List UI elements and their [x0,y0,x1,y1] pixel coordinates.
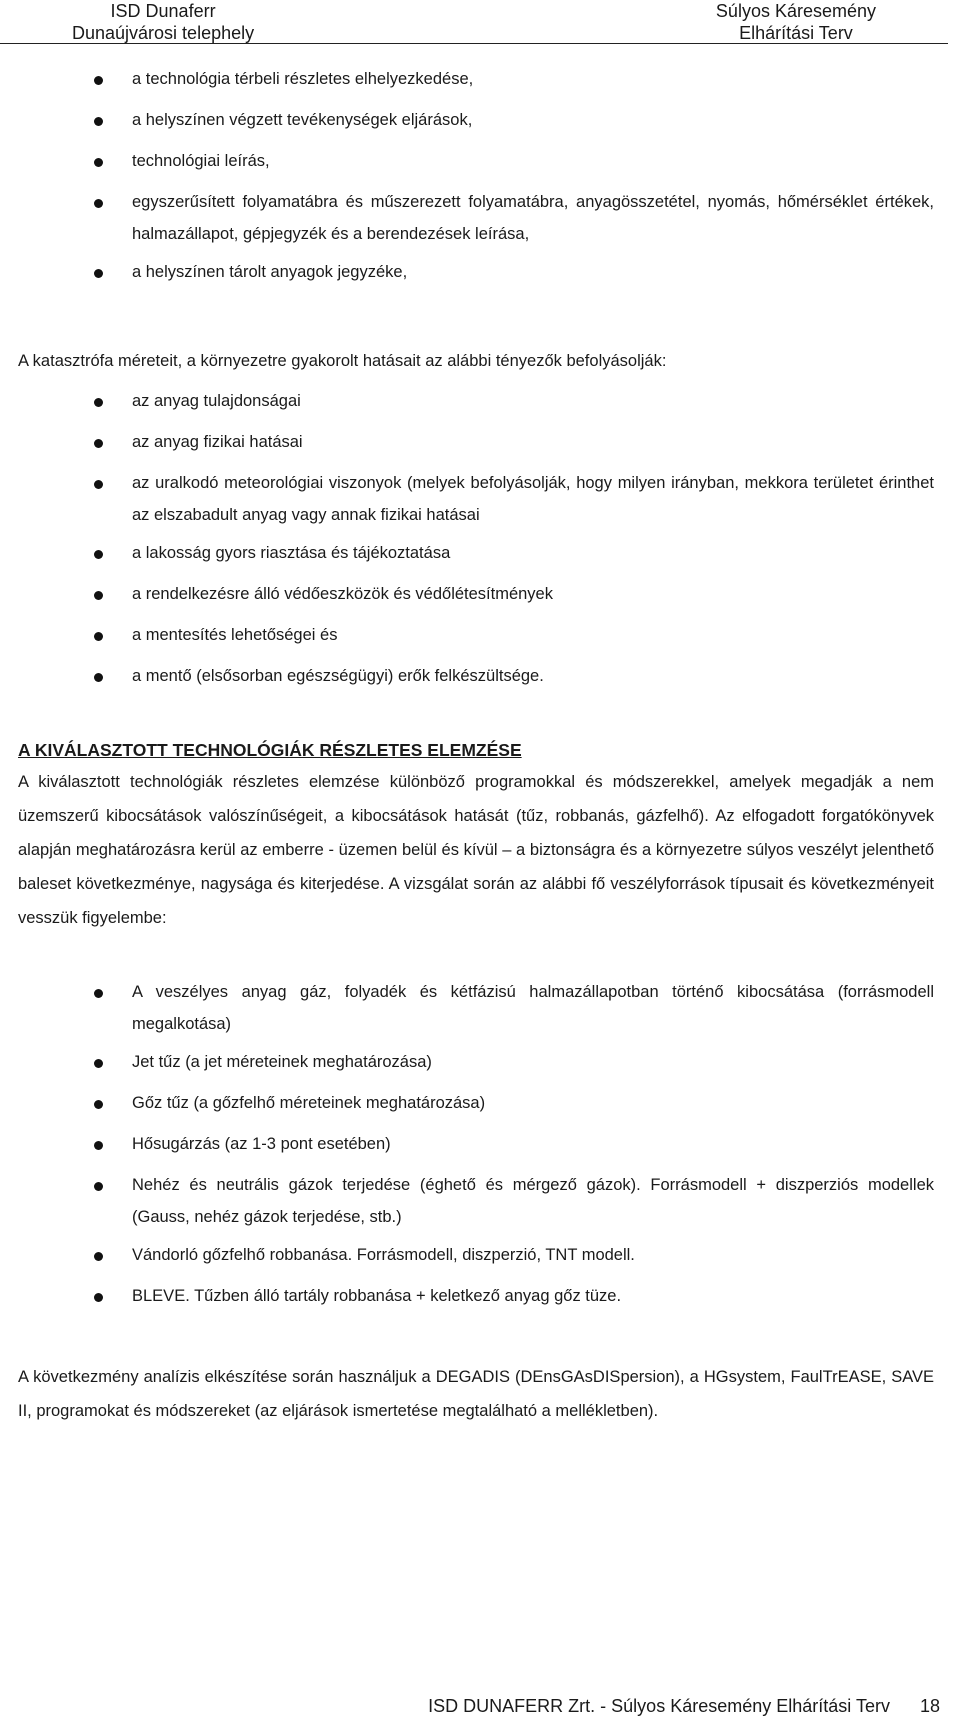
list-item: egyszerűsített folyamatábra és műszerezett folyamatábra, anyagösszetétel, nyomás, hőmérséklet értékek, halmazállapot, gépjegyzék és a berendezések leírása, [18,186,934,250]
page-header [0,0,948,44]
bullet-icon [94,1182,103,1191]
bullet-icon [94,1059,103,1068]
list-item: az anyag tulajdonságai [18,385,934,418]
header-site: Dunaújvárosi telephely [72,23,255,43]
bullet-icon [94,199,103,208]
bullet-icon [94,673,103,682]
bullet-icon [94,989,103,998]
list-item: Vándorló gőzfelhő robbanása. Forrásmodell, diszperzió, TNT modell. [18,1239,934,1272]
bullet-icon [94,550,103,559]
list-item: a technológia térbeli részletes elhelyezkedése, [18,63,934,96]
bullet-icon [94,76,103,85]
header-right [716,0,876,44]
bullet-icon [94,117,103,126]
list-item: a helyszínen tárolt anyagok jegyzéke, [18,256,934,289]
bullet-icon [94,1252,103,1261]
list-item: az uralkodó meteorológiai viszonyok (melyek befolyásolják, hogy milyen irányban, mekkora területet érinthet az elszabadult anyag vagy annak fizikai hatásai [18,467,934,531]
list-item: a helyszínen végzett tevékenységek eljárások, [18,104,934,137]
list-item: a mentesítés lehetőségei és [18,619,934,652]
list-item: Jet tűz (a jet méreteinek meghatározása) [18,1046,934,1079]
header-company: ISD Dunaferr [110,1,216,21]
bullet-icon [94,158,103,167]
list-item: Nehéz és neutrális gázok terjedése (éghető és mérgező gázok). Forrásmodell + diszperziós modellek (Gauss, nehéz gázok terjedése, stb.) [18,1169,934,1233]
page-number: 18 [919,1696,940,1716]
list-item: technológiai leírás, [18,145,934,178]
bullet-list-hazards [18,976,934,1321]
bullet-icon [94,591,103,600]
page-footer [428,1694,940,1718]
header-doc-title-line2: Elhárítási Terv [739,23,853,43]
section-heading: A KIVÁLASZTOTT TECHNOLÓGIÁK RÉSZLETES ELEMZÉSE [18,740,522,760]
footer-text: ISD DUNAFERR Zrt. - Súlyos Káresemény Elhárítási Terv [428,1696,890,1716]
list-item: Hősugárzás (az 1-3 pont esetében) [18,1128,934,1161]
list-item: Gőz tűz (a gőzfelhő méreteinek meghatározása) [18,1087,934,1120]
bullet-icon [94,1141,103,1150]
bullet-list-technology [18,63,934,297]
list-item: a mentő (elsősorban egészségügyi) erők felkészültsége. [18,660,934,693]
bullet-icon [94,439,103,448]
bullet-icon [94,480,103,489]
header-left [72,0,254,44]
paragraph-factors-intro: A katasztrófa méreteit, a környezetre gyakorolt hatásait az alábbi tényezők befolyásolják: [18,352,667,370]
bullet-icon [94,1100,103,1109]
list-item: BLEVE. Tűzben álló tartály robbanása + keletkező anyag gőz tüze. [18,1280,934,1313]
bullet-list-factors [18,385,934,701]
list-item: A veszélyes anyag gáz, folyadék és kétfázisú halmazállapotban történő kibocsátása (forrásmodell megalkotása) [18,976,934,1040]
bullet-icon [94,1293,103,1302]
paragraph-analysis: A kiválasztott technológiák részletes elemzése különböző programokkal és módszerekkel, amelyek megadják a nem üzemszerű kibocsátások valószínűségeit, a kibocsátások hatását (tűz, robbanás, gázfelhő). Az elfogadott forgatókönyvek alapján meghatározásra kerül az emberre - üzemen belül és kívül – a biztonságra és a környezetre súlyos veszélyt jelenthető baleset következménye, nagysága és kiterjedése. A vizsgálat során az alábbi fő veszélyforrások típusait és következményeit vesszük figyelembe: [18,773,934,927]
list-item: az anyag fizikai hatásai [18,426,934,459]
list-item: a rendelkezésre álló védőeszközök és védőlétesítmények [18,578,934,611]
list-item: a lakosság gyors riasztása és tájékoztatása [18,537,934,570]
header-doc-title-line1: Súlyos Káresemény [715,1,876,21]
bullet-icon [94,632,103,641]
paragraph-consequence-analysis: A következmény analízis elkészítése során használjuk a DEGADIS (DEnsGAsDISpersion), a HGsystem, FaulTrEASE, SAVE II, programokat és módszereket (az eljárások ismertetése megtalálható a mellékletben). [18,1368,934,1420]
bullet-icon [94,398,103,407]
bullet-icon [94,269,103,278]
